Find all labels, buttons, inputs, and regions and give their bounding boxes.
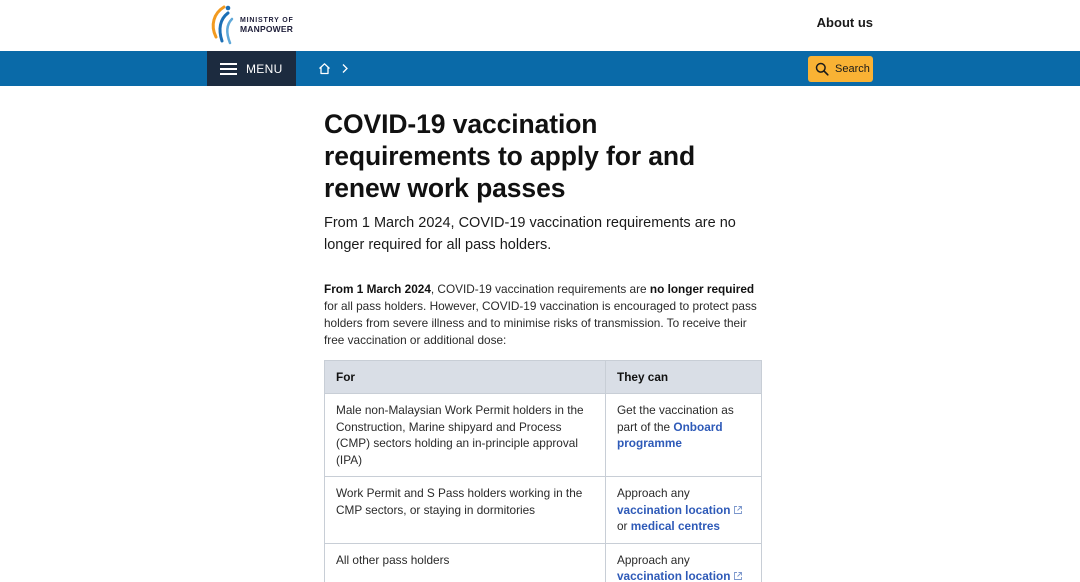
header-they-can: They can (606, 361, 762, 394)
intro-paragraph (324, 281, 764, 349)
onboard-programme-link[interactable]: Onboard programme (617, 419, 723, 450)
vaccination-location-link[interactable] (617, 503, 743, 517)
table-header-row (325, 361, 762, 394)
table-row (325, 394, 762, 477)
menu-label: MENU (246, 61, 283, 76)
intro-date: From 1 March 2024 (324, 282, 431, 296)
hamburger-icon (220, 63, 237, 74)
search-button[interactable] (808, 56, 873, 82)
mom-logo-icon (204, 3, 238, 47)
external-link-icon (733, 505, 743, 515)
mom-logo[interactable] (204, 2, 304, 48)
row-action-cell (606, 394, 762, 477)
row-action-cell (606, 543, 762, 582)
menu-button[interactable] (207, 51, 296, 86)
vaccination-location-label: vaccination location (617, 502, 731, 517)
logo-text (240, 16, 294, 34)
table-row (325, 543, 762, 582)
chevron-right-icon (341, 63, 349, 74)
row-action-text: Get the vaccination as part of the (617, 403, 734, 434)
row-action-mid: or (617, 519, 631, 533)
row-action-text: Approach any (617, 552, 690, 567)
logo-line2: MANPOWER (240, 24, 294, 34)
search-icon (815, 62, 829, 76)
row-for-cell: All other pass holders (325, 543, 606, 582)
header-for: For (325, 361, 606, 394)
logo-line1: MINISTRY OF (240, 17, 294, 24)
row-for-cell: Work Permit and S Pass holders working in the CMP sectors, or staying in dormitories (325, 477, 606, 544)
main-content (324, 108, 764, 349)
intro-text-1: , COVID-19 vaccination requirements are (430, 282, 650, 296)
site-header (0, 0, 1080, 51)
intro-text-2: for all pass holders. However, COVID-19 vaccination is encouraged to protect pass holders from severe illness and to minimise risks of transmission. To receive their free vaccination or additional dose: (324, 299, 757, 347)
medical-centres-link[interactable]: medical centres (630, 519, 720, 533)
vaccination-table (324, 360, 762, 582)
vaccination-location-label: vaccination location (617, 569, 731, 582)
home-icon[interactable] (318, 62, 331, 75)
vaccination-location-link[interactable] (617, 569, 743, 582)
row-for-cell: Male non-Malaysian Work Permit holders in the Construction, Marine shipyard and Process (CMP) sectors holding an in-principle approval (IPA) (325, 394, 606, 477)
external-link-icon (733, 571, 743, 581)
row-action-cell (606, 477, 762, 544)
intro-emphasis: no longer required (649, 282, 755, 296)
table-row (325, 477, 762, 544)
search-label: Search (835, 63, 870, 75)
about-us-link[interactable]: About us (816, 15, 873, 30)
nav-bar (0, 51, 1080, 86)
row-action-text: Approach any (617, 486, 690, 500)
page-lead: From 1 March 2024, COVID-19 vaccination requirements are no longer required for all pass holders. (324, 215, 736, 253)
page-title: COVID-19 vaccination requirements to apply for and renew work passes (324, 109, 696, 203)
